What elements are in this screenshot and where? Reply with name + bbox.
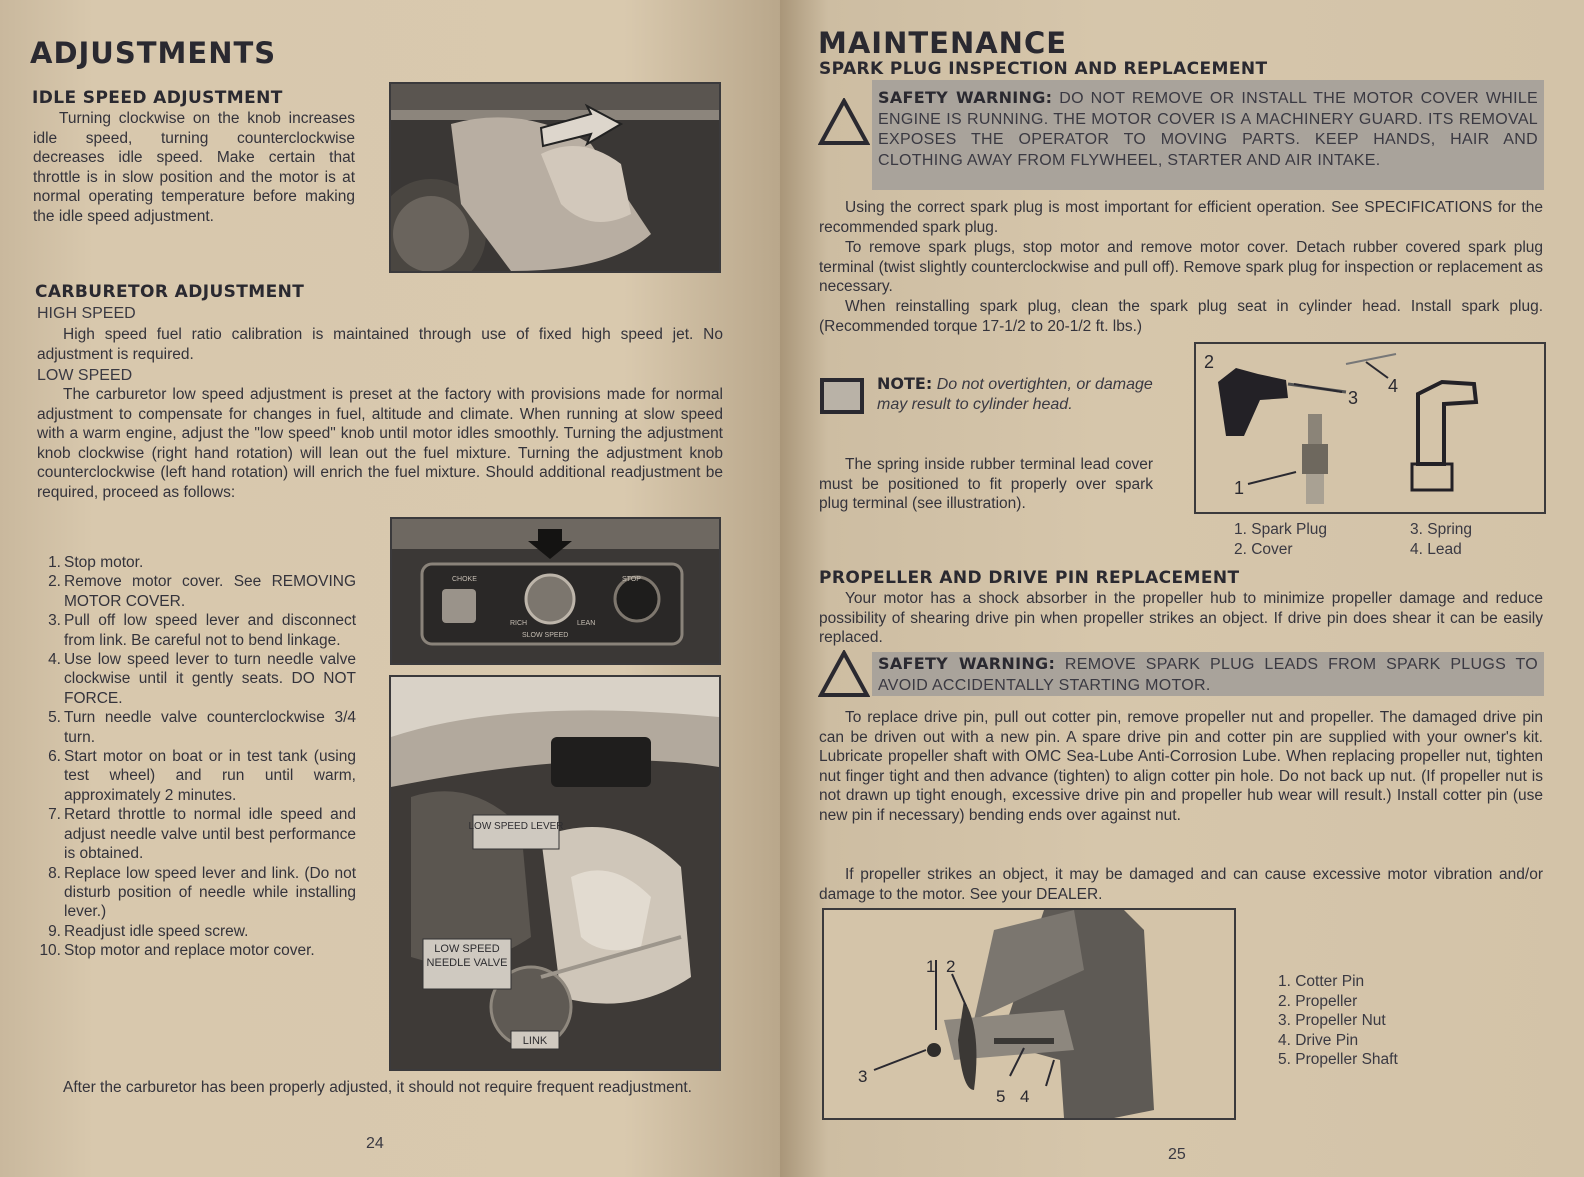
- spark-paragraph-1: Using the correct spark plug is most important for efficient operation. See SPECIFICATIONS for the recommended spark plug.: [819, 199, 1543, 236]
- page-24: [0, 0, 780, 1177]
- safety-warning-text: SAFETY WARNING: DO NOT REMOVE OR INSTALL THE MOTOR COVER WHILE ENGINE IS RUNNING. THE MOTOR COVER IS A MACHINERY GUARD. ITS REMOVAL EXPOSES THE OPERATOR TO MOVING PARTS. KEEP HANDS, HAIR AND CLOTHING AWAY FROM FLYWHEEL, STARTER AND AIR INTAKE.: [878, 88, 1538, 169]
- propeller-legend: [1278, 972, 1398, 1070]
- spark-plug-illustration: [1196, 344, 1544, 512]
- slow-speed-label: SLOW SPEED: [522, 632, 569, 639]
- step-item: 9. Readjust idle speed screw.: [48, 922, 249, 940]
- carburetor-heading: CARBURETOR ADJUSTMENT: [35, 282, 305, 302]
- spark-legend-col-1: [1234, 520, 1327, 559]
- step-item: 6. Start motor on boat or in test tank (using test wheel) and run until warm, approximately 2 minutes.: [48, 748, 356, 804]
- needle-valve-illustration: [391, 677, 719, 1069]
- warning-triangle-icon: [818, 98, 870, 146]
- propeller-paragraph-2: To replace drive pin, pull out cotter pin, remove propeller nut and propeller. The damaged drive pin can be driven out with a new pin. A spare drive pin and cotter pin are supplied with your owner's kit. Lubricate propeller shaft with OMC Sea-Lube Anti-Corrosion Lube. When replacing propeller nut, tighten nut finger tight and then advance (tighten) to align cotter pin hole. Do not back up nut. (If propeller nut is not drawn up tight enough, excessive drive pin and propeller hub wear will result.) Install cotter pin (use new pin if necessary) bending ends over against nut.: [819, 709, 1543, 824]
- carburetor-steps: [37, 553, 356, 961]
- idle-speed-heading: IDLE SPEED ADJUSTMENT: [32, 88, 283, 108]
- choke-panel-photo: [390, 517, 721, 665]
- step-item: 7. Retard throttle to normal idle speed and adjust needle valve until best performance is obtained.: [48, 806, 356, 863]
- propeller-paragraph-3: If propeller strikes an object, it may be damaged and can cause excessive motor vibration and/or damage to the motor. See your DEALER.: [819, 866, 1543, 903]
- page-title: ADJUSTMENTS: [30, 36, 277, 70]
- prop-callout-2: 2: [946, 957, 956, 976]
- legend-item: 2. Propeller: [1278, 992, 1358, 1010]
- legend-item: 4. Lead: [1410, 540, 1462, 558]
- idle-knob-photo: [389, 82, 721, 273]
- spark-callout-4: 4: [1388, 376, 1399, 396]
- prop-callout-3: 3: [858, 1067, 868, 1086]
- needle-valve-photo: [389, 675, 721, 1071]
- page-number: 25: [1168, 1146, 1186, 1163]
- spark-legend-col-2: [1410, 520, 1472, 559]
- propeller-illustration: [824, 910, 1234, 1118]
- safety-warning-box: [872, 80, 1544, 190]
- high-speed-label: HIGH SPEED: [37, 305, 136, 322]
- idle-knob-illustration: [391, 84, 719, 271]
- step-item: 1. Stop motor.: [48, 554, 144, 571]
- high-speed-text: High speed fuel ratio calibration is maintained through use of fixed high speed jet. No adjustment is required.: [37, 326, 723, 363]
- spark-callout-2: 2: [1204, 352, 1215, 372]
- spark-callout-3: 3: [1348, 388, 1359, 408]
- spark-callout-1: 1: [1234, 478, 1245, 498]
- spark-paragraph-3: When reinstalling spark plug, clean the spark plug seat in cylinder head. Install spark plug. (Recommended torque 17-1/2 to 20-1/2 ft. lbs.): [819, 298, 1543, 335]
- prop-callout-4: 4: [1020, 1087, 1030, 1106]
- rich-label: RICH: [510, 620, 528, 627]
- step-item: 2. Remove motor cover. See REMOVING MOTOR COVER.: [48, 573, 356, 610]
- link-label: LINK: [522, 1035, 548, 1047]
- spark-plug-diagram: [1194, 342, 1546, 514]
- low-speed-needle-label: LOW SPEED NEEDLE VALVE: [426, 943, 508, 969]
- propeller-heading: PROPELLER AND DRIVE PIN REPLACEMENT: [819, 568, 1240, 588]
- warning-triangle-icon: [818, 650, 870, 698]
- low-speed-text: The carburetor low speed adjustment is preset at the factory with provisions made for normal adjustment to compensate for changes in fuel, altitude and climate. When running at slow speed with a warm engine, adjust the "low speed" knob until motor idles smoothly. Turning the adjustment knob clockwise (right hand rotation) will lean out the fuel mixture. Turning the adjustment knob counterclockwise (left hand rotation) will enrich the fuel mixture. Should additional readjustment be required, proceed as follows:: [37, 386, 723, 501]
- spark-paragraph-2: To remove spark plugs, stop motor and remove motor cover. Detach rubber covered spark plug terminal (twist slightly counterclockwise and pull off). Remove spark plug for inspection or replacement as necessary.: [819, 239, 1543, 296]
- low-speed-lever-label: LOW SPEED LEVER: [468, 821, 564, 832]
- page-title: MAINTENANCE: [818, 26, 1068, 60]
- page-number: 24: [366, 1135, 384, 1152]
- prop-callout-1: 1: [926, 957, 936, 976]
- legend-item: 2. Cover: [1234, 540, 1293, 558]
- page-25: [780, 0, 1584, 1177]
- closing-text: After the carburetor has been properly adjusted, it should not require frequent readjustment.: [63, 1079, 692, 1096]
- low-speed-label: LOW SPEED: [37, 367, 133, 384]
- legend-item: 4. Drive Pin: [1278, 1031, 1359, 1049]
- legend-item: 1. Cotter Pin: [1278, 973, 1365, 990]
- idle-speed-text: Turning clockwise on the knob increases idle speed, turning counterclockwise decreases idle speed. Make certain that throttle is in slow position and the motor is at normal operating temperature before making the idle speed adjustment.: [33, 110, 355, 225]
- choke-panel-illustration: [392, 519, 719, 663]
- step-item: 5. Turn needle valve counterclockwise 3/4 turn.: [48, 709, 356, 746]
- lean-label: LEAN: [577, 620, 596, 627]
- step-item: 8. Replace low speed lever and link. (Do not disturb position of needle while installing lever.): [48, 864, 356, 921]
- prop-callout-5: 5: [996, 1087, 1006, 1106]
- propeller-diagram: [822, 908, 1236, 1120]
- step-item: 10. Stop motor and replace motor cover.: [39, 942, 315, 960]
- legend-item: 1. Spark Plug: [1234, 521, 1328, 538]
- note-icon: [820, 378, 864, 414]
- note-text: NOTE: Do not overtighten, or damage may result to cylinder head.: [877, 374, 1153, 413]
- legend-item: 5. Propeller Shaft: [1278, 1051, 1398, 1068]
- stop-label: STOP: [622, 576, 641, 583]
- step-item: 4. Use low speed lever to turn needle valve clockwise until it gently seats. DO NOT FORCE.: [48, 651, 356, 707]
- safety-warning-box: [872, 652, 1544, 696]
- propeller-paragraph-1: Your motor has a shock absorber in the propeller hub to minimize propeller damage and reduce possibility of shearing drive pin when propeller strikes an object. If drive pin does shear it can be easily replaced.: [819, 590, 1543, 647]
- safety-warning-text: SAFETY WARNING: REMOVE SPARK PLUG LEADS FROM SPARK PLUGS TO AVOID ACCIDENTALLY STARTING MOTOR.: [878, 654, 1539, 694]
- choke-label: CHOKE: [452, 576, 477, 583]
- spark-plug-heading: SPARK PLUG INSPECTION AND REPLACEMENT: [819, 59, 1268, 79]
- legend-item: 3. Propeller Nut: [1278, 1012, 1386, 1029]
- legend-item: 3. Spring: [1410, 521, 1473, 538]
- spring-text: The spring inside rubber terminal lead cover must be positioned to fit properly over spark plug terminal (see illustration).: [819, 456, 1153, 513]
- step-item: 3. Pull off low speed lever and disconnect from link. Be careful not to bend linkage.: [48, 612, 356, 649]
